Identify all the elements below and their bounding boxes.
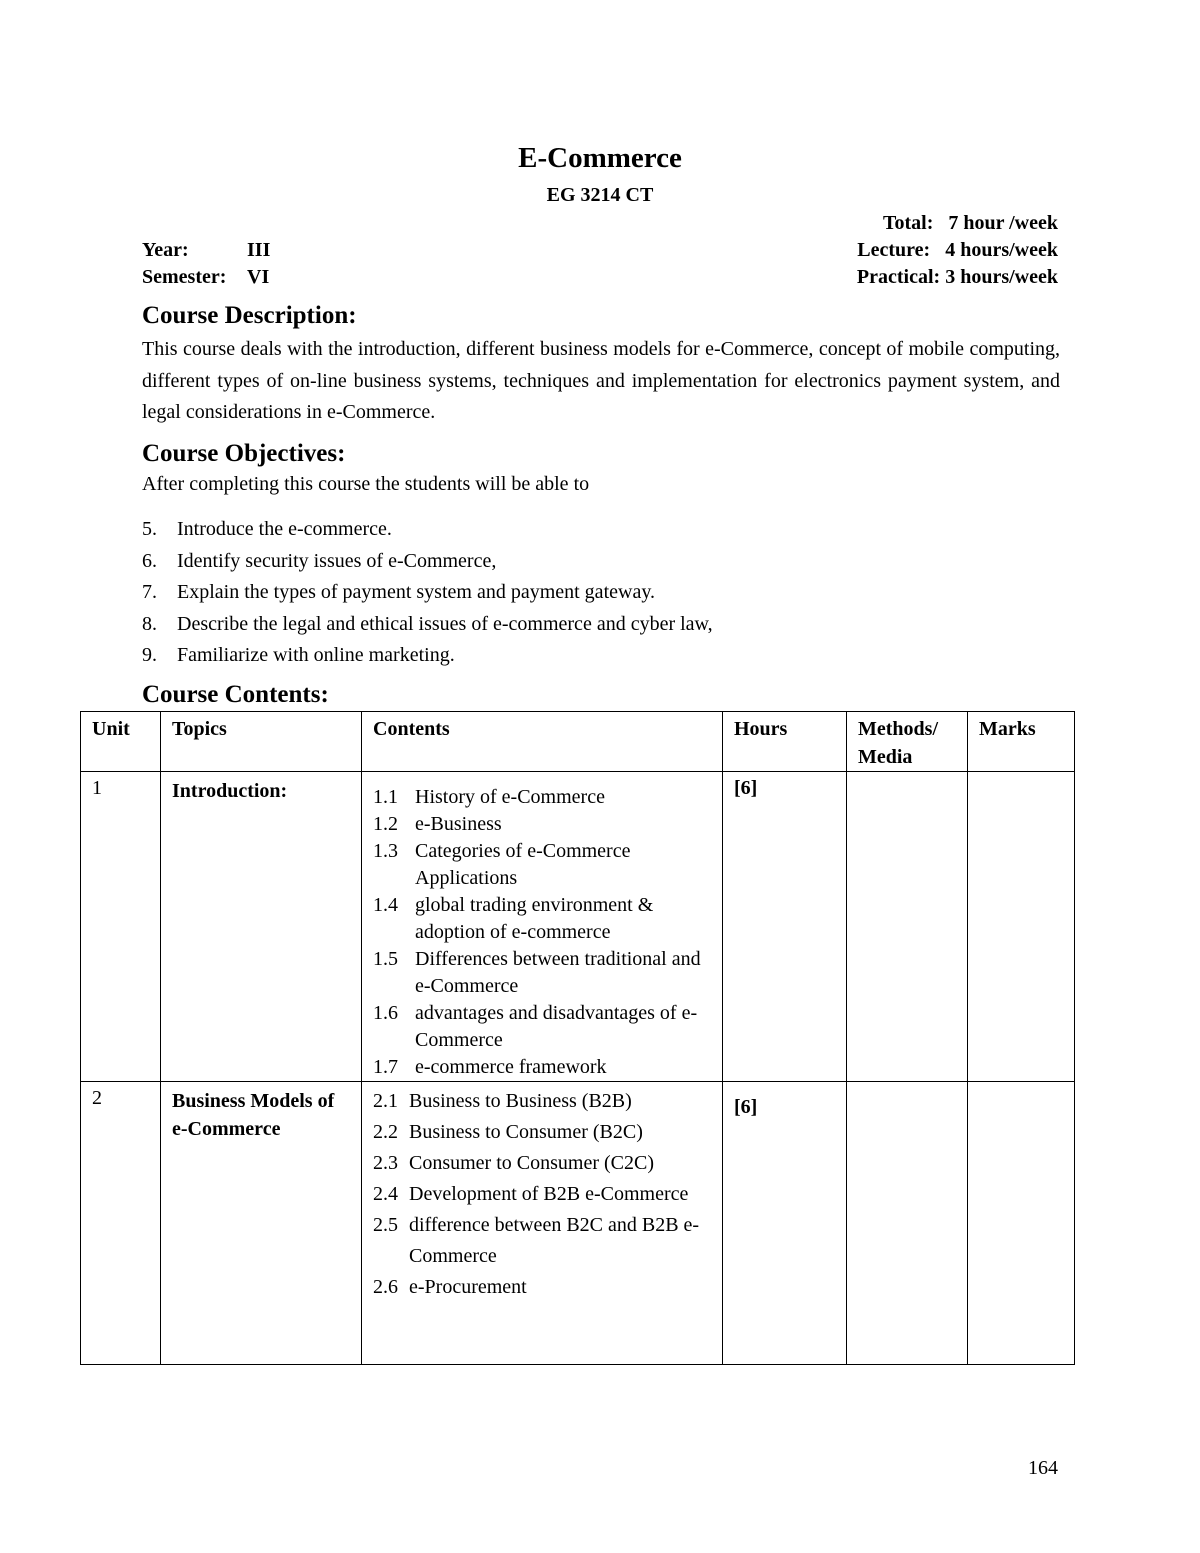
year-label: Year: (142, 239, 189, 261)
header-unit: Unit (81, 712, 161, 772)
list-item: 1.1 History of e-Commerce (373, 786, 605, 808)
unit-topic: Introduction: (161, 772, 362, 1082)
objectives-intro: After completing this course the students will be able to (142, 473, 590, 495)
semester-value: VI (247, 266, 270, 288)
table-row (81, 1082, 1075, 1365)
unit-hours: [6] (723, 1082, 847, 1365)
description-heading: Course Description: (142, 302, 357, 329)
unit-number: 2 (81, 1082, 161, 1365)
unit-methods (847, 1082, 968, 1365)
list-item: 2.4 Development of B2B e-Commerce (373, 1183, 689, 1205)
list-item: 2.1 Business to Business (B2B) (373, 1090, 632, 1112)
list-item: 2.2 Business to Consumer (B2C) (373, 1121, 643, 1143)
course-code: EG 3214 CT (546, 184, 654, 206)
contents-heading: Course Contents: (142, 681, 329, 708)
course-title: E-Commerce (518, 142, 682, 174)
list-item: 1.5 Differences between traditional and e-Commerce (373, 948, 701, 997)
list-item: 2.3 Consumer to Consumer (C2C) (373, 1152, 654, 1174)
table-header-row (81, 712, 1075, 772)
list-item: 8. Describe the legal and ethical issues of e-commerce and cyber law, (142, 612, 713, 635)
list-item: 1.3 Categories of e-Commerce Applications (373, 840, 631, 889)
objectives-heading: Course Objectives: (142, 440, 346, 467)
table-row (81, 772, 1075, 1082)
header-contents: Contents (362, 712, 723, 772)
list-item: 1.4 global trading environment & adoption of e-commerce (373, 894, 654, 943)
unit-number: 1 (81, 772, 161, 1082)
practical-hours: Practical: 3 hours/week (856, 266, 1058, 288)
header-hours: Hours (723, 712, 847, 772)
header-methods: Methods/ Media (847, 712, 968, 772)
course-contents-table (80, 711, 1075, 1365)
list-item: 9. Familiarize with online marketing. (142, 644, 455, 666)
header-topics: Topics (161, 712, 362, 772)
header-marks: Marks (968, 712, 1075, 772)
page-number: 164 (1028, 1457, 1058, 1479)
semester-label: Semester: (142, 266, 227, 288)
objectives-list (142, 514, 713, 672)
total-hours: Total: 7 hour /week (882, 212, 1058, 234)
hours-block (857, 210, 1058, 291)
unit-topic: Business Models of e-Commerce (161, 1082, 362, 1365)
list-item: 2.6 e-Procurement (373, 1276, 527, 1298)
lecture-hours: Lecture: 4 hours/week (857, 239, 1058, 261)
list-item: 1.6 advantages and disadvantages of e-Commerce (373, 1002, 698, 1051)
list-item: 2.5 difference between B2C and B2B e-Commerce (373, 1214, 700, 1267)
unit-contents (362, 1082, 723, 1365)
list-item: 7. Explain the types of payment system and payment gateway. (142, 581, 656, 603)
unit-hours: [6] (723, 772, 847, 1082)
unit-methods (847, 772, 968, 1082)
year-value: III (247, 239, 271, 261)
list-item: 1.7 e-commerce framework (373, 1056, 607, 1078)
unit-marks (968, 1082, 1075, 1365)
list-item: 5. Introduce the e-commerce. (142, 518, 392, 540)
semester-row (142, 264, 270, 291)
list-item: 6. Identify security issues of e-Commerce, (142, 549, 497, 572)
year-row (142, 237, 270, 264)
year-semester-block (142, 237, 270, 291)
description-text: This course deals with the introduction, different business models for e-Commerce, concept of mobile computing, different types of on-line business systems, techniques and implementation for electronics payment system, and legal considerations in e-Commerce. (142, 338, 1060, 423)
list-item: 1.2 e-Business (373, 813, 502, 835)
unit-marks (968, 772, 1075, 1082)
unit-contents (362, 772, 723, 1082)
